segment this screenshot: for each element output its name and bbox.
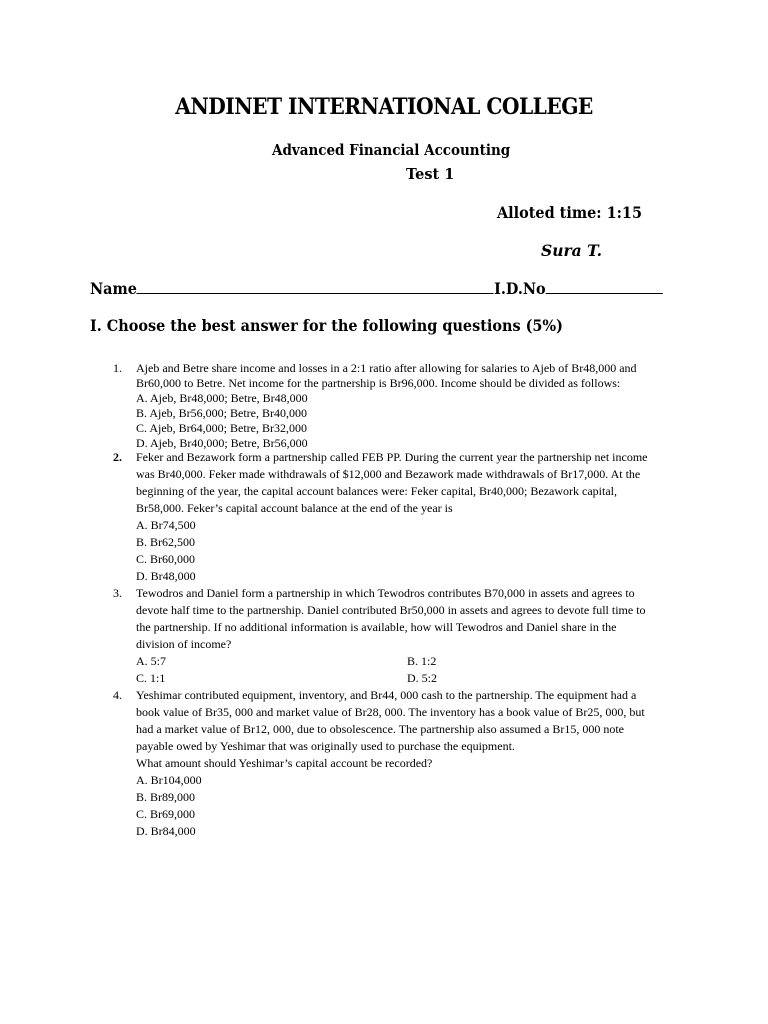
answer-option: C. Ajeb, Br64,000; Betre, Br32,000	[136, 421, 307, 435]
question-number: 1.	[113, 361, 122, 375]
answer-option: B. Br62,500	[136, 535, 196, 549]
name-blank-line	[137, 279, 494, 294]
answer-option: D. Ajeb, Br40,000; Betre, Br56,000	[136, 436, 308, 450]
answer-option: A. Br104,000	[136, 773, 202, 787]
question-text-line: devote half time to the partnership. Daniel contributed Br50,000 in assets and agrees to devote full time to	[136, 603, 646, 617]
section-title: I. Choose the best answer for the following questions (5%)	[90, 316, 563, 335]
answer-option: D. 5:2	[407, 671, 437, 685]
question-number: 3.	[113, 586, 122, 600]
question-text-line: payable owed by Yeshimar that was originally used to purchase the equipment.	[136, 739, 515, 753]
question-text-line: book value of Br35, 000 and market value of Br28, 000. The inventory has a book value of Br25, 000, but	[136, 705, 645, 719]
question-text-line: Br58,000. Feker’s capital account balance at the end of the year is	[136, 501, 453, 515]
question-text-line: was Br40,000. Feker made withdrawals of $12,000 and Bezawork made withdrawals of Br17,000. At the	[136, 467, 641, 481]
answer-option: B. Ajeb, Br56,000; Betre, Br40,000	[136, 406, 307, 420]
name-label: Name	[90, 279, 137, 298]
answer-option: C. 1:1	[136, 671, 166, 685]
answer-option: A. Br74,500	[136, 518, 196, 532]
question-text-line: Feker and Bezawork form a partnership called FEB PP. During the current year the partnership net income	[136, 450, 648, 464]
name-id-row	[90, 279, 663, 298]
answer-option: B. Br89,000	[136, 790, 196, 804]
test-title: Test 1	[406, 166, 455, 183]
answer-option: D. Br48,000	[136, 569, 196, 583]
question-text-line: had a market value of Br12, 000, due to obsolescence. The partnership also assumed a Br15, 000 note	[136, 722, 624, 736]
answer-option: D. Br84,000	[136, 824, 196, 838]
question-text-line: beginning of the year, the capital account balances were: Feker capital, Br40,000; Bezawork capital,	[136, 484, 617, 498]
answer-option: C. Br60,000	[136, 552, 196, 566]
answer-option: A. Ajeb, Br48,000; Betre, Br48,000	[136, 391, 308, 405]
id-blank-line	[546, 279, 663, 294]
question-number: 4.	[113, 688, 122, 702]
question-text-line: division of income?	[136, 637, 232, 651]
question-text-line: Br60,000 to Betre. Net income for the partnership is Br96,000. Income should be divided as follows:	[136, 376, 621, 390]
id-label: I.D.No	[494, 279, 546, 298]
allotted-time: Alloted time: 1:15	[497, 203, 642, 222]
author-name: Sura T.	[541, 241, 603, 260]
question-text-line: Yeshimar contributed equipment, inventory, and Br44, 000 cash to the partnership. The equipment had a	[136, 688, 637, 702]
college-name: ANDINET INTERNATIONAL COLLEGE	[175, 94, 593, 120]
question-text-line: Tewodros and Daniel form a partnership in which Tewodros contributes B70,000 in assets and agrees to	[136, 586, 635, 600]
question-text-line: What amount should Yeshimar’s capital account be recorded?	[136, 756, 433, 770]
question-number: 2.	[113, 450, 122, 464]
question-text-line: Ajeb and Betre share income and losses in a 2:1 ratio after allowing for salaries to Ajeb of Br48,000 and	[136, 361, 637, 375]
question-text-line: the partnership. If no additional information is available, how will Tewodros and Daniel share in the	[136, 620, 617, 634]
answer-option: A. 5:7	[136, 654, 166, 668]
answer-option: B. 1:2	[407, 654, 437, 668]
answer-option: C. Br69,000	[136, 807, 196, 821]
course-title: Advanced Financial Accounting	[272, 142, 511, 159]
